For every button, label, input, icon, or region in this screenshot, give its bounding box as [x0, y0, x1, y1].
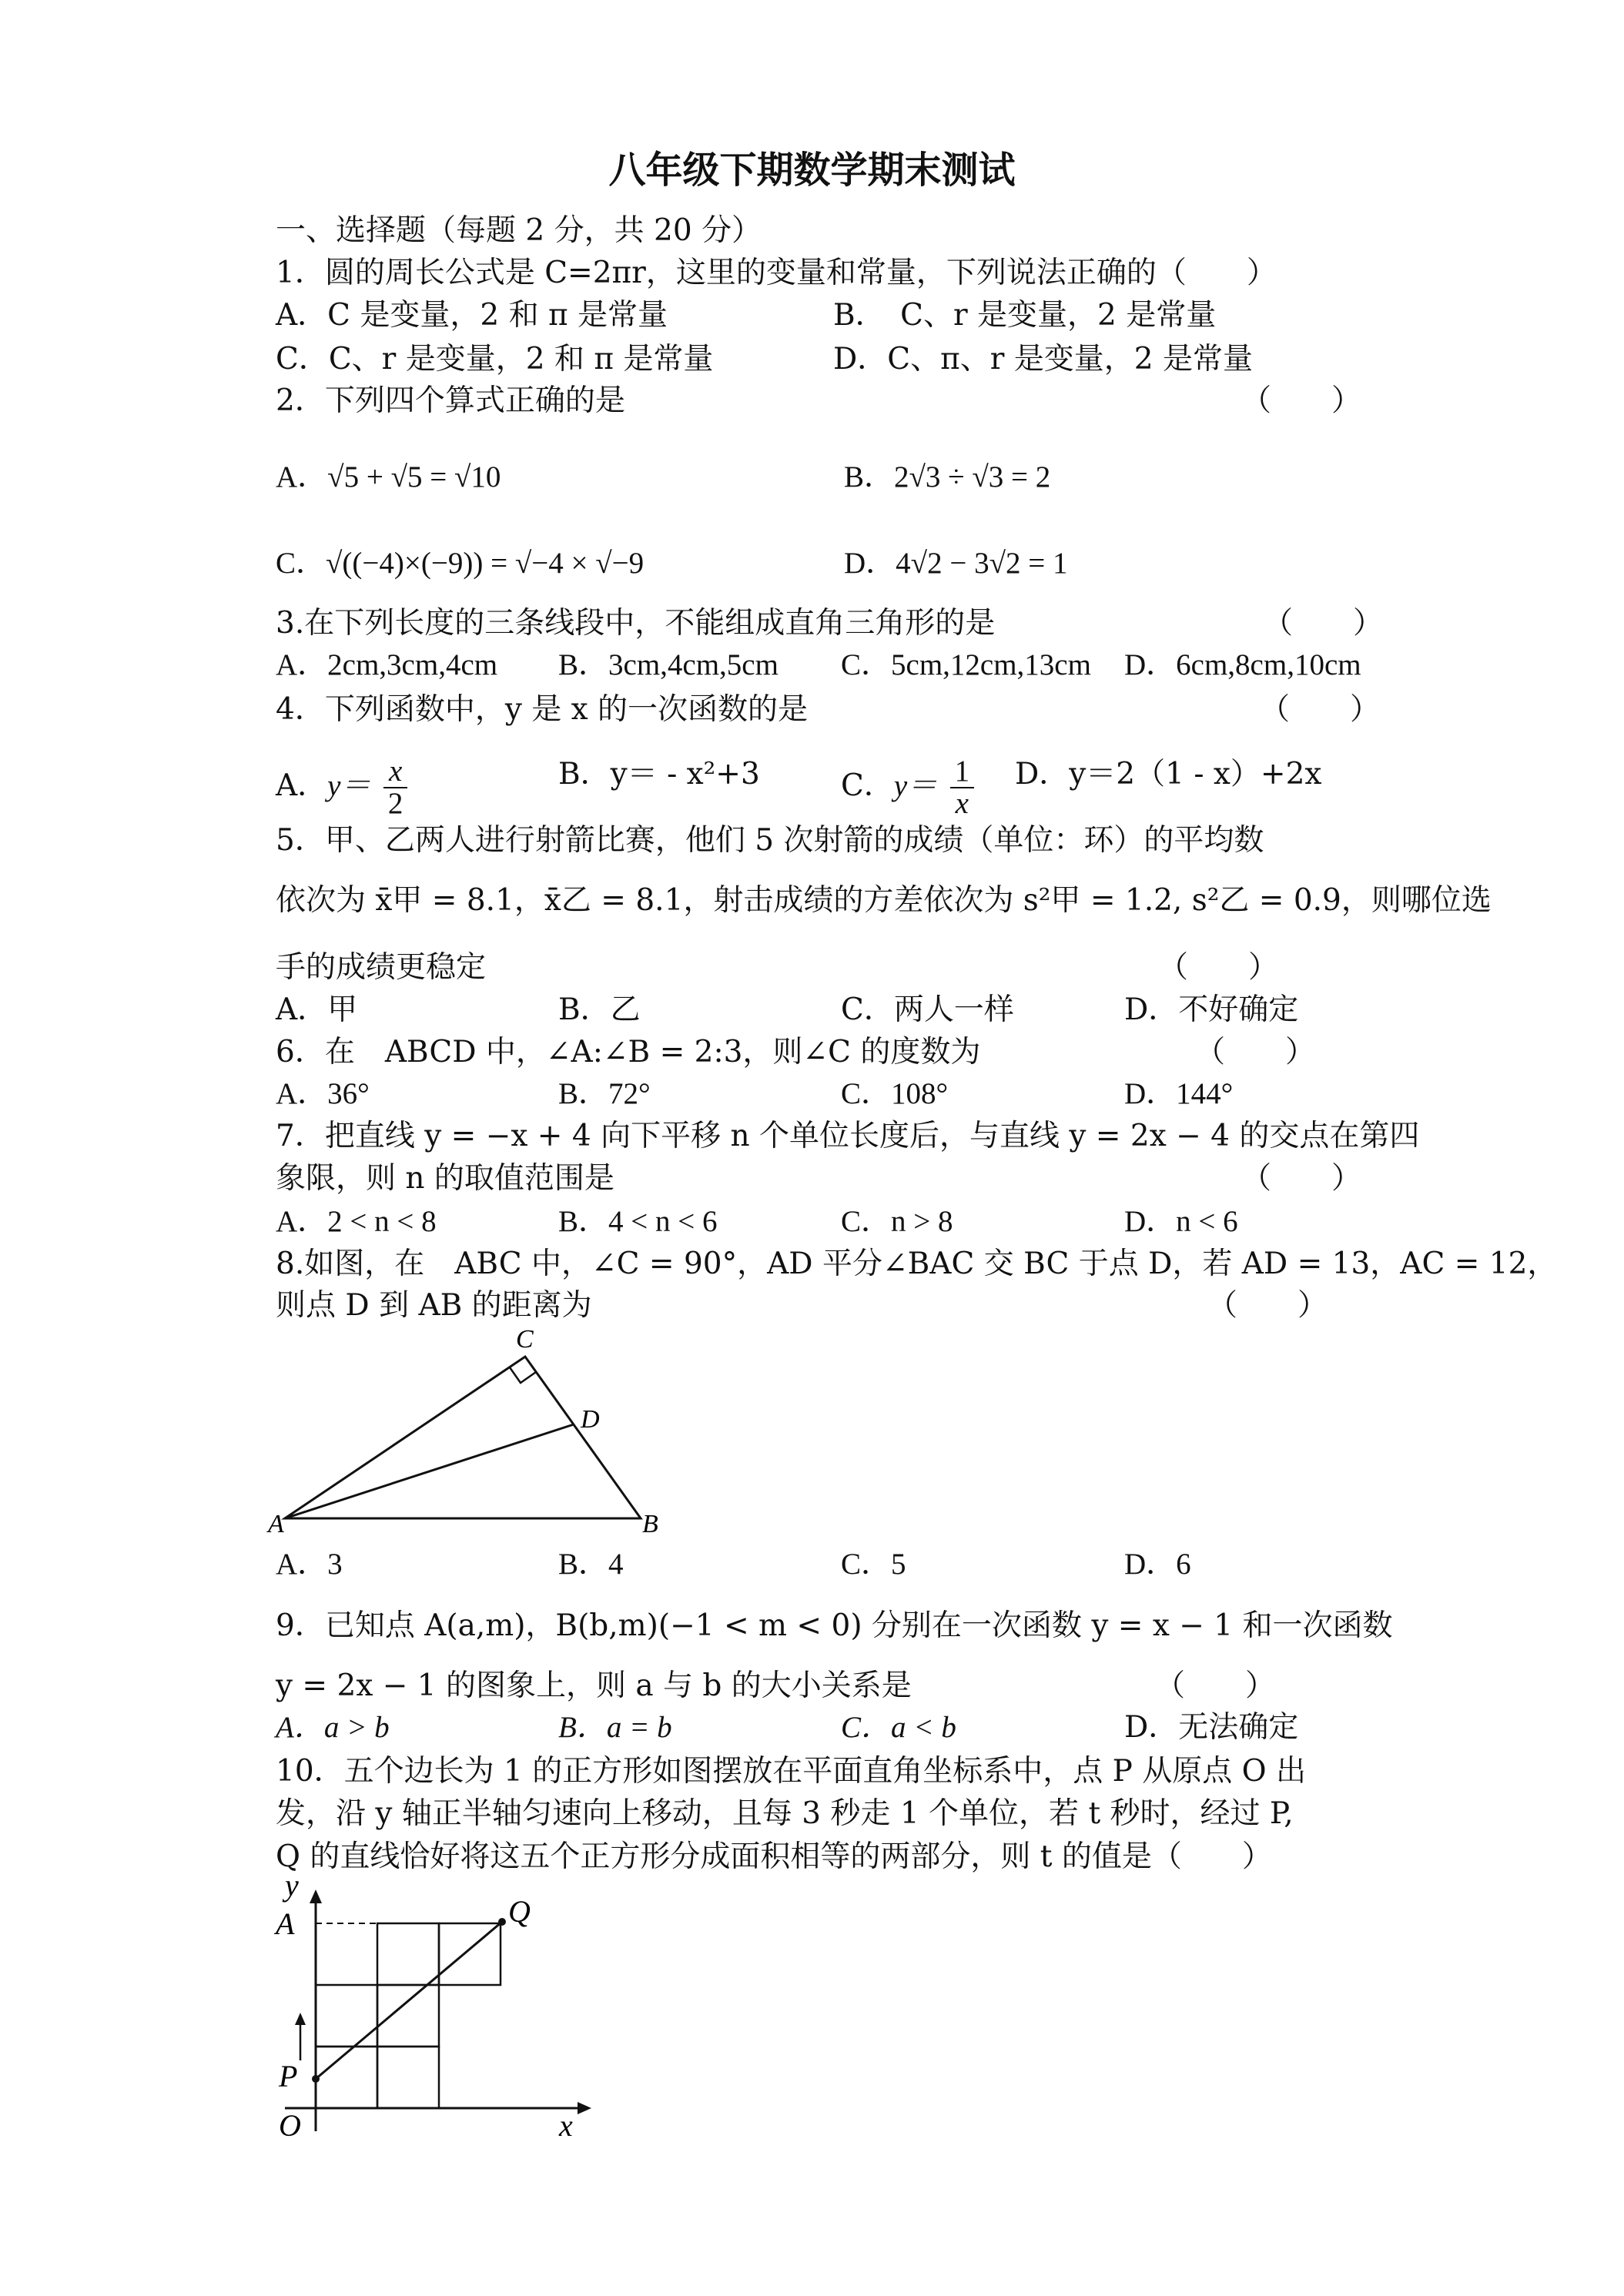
label-point-b: B [642, 1510, 658, 1538]
q9-option-d: D．无法确定 [1124, 1710, 1299, 1745]
q8-stem-line2: 则点 D 到 AB 的距离为 [276, 1288, 592, 1323]
q2-option-b: B．2√3 ÷ √3 = 2 [844, 460, 1051, 494]
q4-fraction-a: $\frac{x}{2}$ [383, 756, 408, 819]
q10-stem-line3: Q 的直线恰好将这五个正方形分成面积相等的两部分，则 t 的值是（ ） [276, 1839, 1272, 1874]
q5-stem-line2: 依次为 x̄甲 = 8.1，x̄乙 = 8.1，射击成绩的方差依次为 s²甲 = 1.2, s²乙 = 0.9，则哪位选 [276, 883, 1492, 918]
q7-answer-paren: （ ） [1241, 1161, 1362, 1196]
q6-option-b: B．72° [558, 1077, 651, 1110]
q5-answer-paren: （ ） [1158, 950, 1279, 985]
label-point-c: C [516, 1325, 534, 1354]
q8-triangle-figure [262, 1324, 678, 1540]
q7-option-d: D．n < 6 [1124, 1205, 1238, 1238]
q1-option-d: D．C、π、r 是变量，2 是常量 [833, 342, 1253, 377]
x-axis-arrow [578, 2102, 591, 2114]
q7-option-c: C．n > 8 [841, 1205, 953, 1238]
motion-arrow-head [295, 2013, 306, 2025]
point-q [498, 1918, 506, 1926]
q2-option-c: C．√((−4)×(−9)) = √−4 × √−9 [276, 547, 645, 580]
q5-stem-line1: 5．甲、乙两人进行射箭比赛，他们 5 次射箭的成绩（单位：环）的平均数 [276, 823, 1264, 858]
q3-option-d: D．6cm,8cm,10cm [1124, 648, 1361, 681]
q5-stem-line3: 手的成绩更稳定 [276, 950, 487, 985]
right-angle-mark [510, 1367, 536, 1383]
q4-option-a: A．y＝ $\frac{x}{2}$ [276, 756, 407, 819]
q5-option-d: D．不好确定 [1124, 992, 1299, 1027]
label-point-p: P [279, 2059, 298, 2094]
q10-stem-line2: 发，沿 y 轴正半轴匀速向上移动，且每 3 秒走 1 个单位，若 t 秒时，经过 P, [276, 1796, 1294, 1831]
q3-stem: 3.在下列长度的三条线段中，不能组成直角三角形的是 [276, 606, 996, 641]
q3-option-a: A．2cm,3cm,4cm [276, 648, 498, 681]
q4-option-b: B．y＝ - x²+3 [558, 757, 760, 792]
label-point-q: Q [508, 1894, 531, 1929]
line-pq [316, 1922, 502, 2079]
q8-option-b: B．4 [558, 1548, 624, 1581]
q2-stem: 2．下列四个算式正确的是 [276, 383, 625, 418]
q3-option-c: C．5cm,12cm,13cm [841, 648, 1091, 681]
q8-option-a: A．3 [276, 1548, 343, 1581]
q9-option-c: C．a < b [841, 1711, 956, 1744]
q4-option-d: D．y＝2（1 - x）+2x [1015, 757, 1322, 792]
square-5 [377, 2047, 439, 2108]
q5-option-c: C．两人一样 [841, 992, 1014, 1027]
q2-option-a: A．√5 + √5 = √10 [276, 460, 501, 494]
q8-option-d: D．6 [1124, 1548, 1191, 1581]
q1-option-c: C．C、r 是变量，2 和 π 是常量 [276, 342, 714, 377]
label-axis-x: x [559, 2108, 573, 2139]
square-3 [377, 1923, 439, 1985]
q4-option-c: C．y＝ $\frac{1}{x}$ [841, 756, 974, 819]
q7-option-a: A．2 < n < 8 [276, 1205, 437, 1238]
q3-option-b: B．3cm,4cm,5cm [558, 648, 779, 681]
q6-answer-paren: （ ） [1195, 1035, 1316, 1069]
label-origin-o: O [279, 2108, 301, 2139]
q9-option-a: A．a > b [276, 1711, 390, 1744]
section-heading: 一、选择题（每题 2 分，共 20 分） [276, 213, 762, 248]
label-point-d: D [581, 1405, 600, 1434]
q2-option-d: D．4√2 − 3√2 = 1 [844, 547, 1068, 580]
q10-stem-line1: 10．五个边长为 1 的正方形如图摆放在平面直角坐标系中，点 P 从原点 O 出 [276, 1754, 1307, 1789]
q4-stem: 4．下列函数中，y 是 x 的一次函数的是 [276, 692, 809, 727]
label-axis-y: y [285, 1877, 299, 1903]
q9-stem-line2: y = 2x − 1 的图象上，则 a 与 b 的大小关系是 [276, 1668, 912, 1703]
q6-option-c: C．108° [841, 1077, 949, 1110]
segment-ad [285, 1424, 574, 1518]
q4-fraction-c: $\frac{1}{x}$ [950, 756, 975, 819]
q2-answer-paren: （ ） [1241, 383, 1362, 418]
square-1 [316, 1985, 377, 2047]
q9-stem-line1: 9．已知点 A(a,m)，B(b,m)(−1 < m < 0) 分别在一次函数 y = x − 1 和一次函数 [276, 1608, 1393, 1643]
square-4 [377, 1985, 439, 2047]
q6-stem: 6．在 ABCD 中，∠A:∠B = 2:3，则∠C 的度数为 [276, 1035, 981, 1069]
q1-option-b: B． C、r 是变量，2 是常量 [833, 298, 1217, 333]
q6-option-a: A．36° [276, 1077, 370, 1110]
q1-option-a: A．C 是变量，2 和 π 是常量 [276, 298, 668, 333]
label-point-a: A [268, 1510, 284, 1538]
q7-stem-line2: 象限，则 n 的取值范围是 [276, 1161, 614, 1196]
q9-option-b: B．a = b [558, 1711, 672, 1744]
q7-option-b: B．4 < n < 6 [558, 1205, 718, 1238]
square-6 [439, 1923, 501, 1985]
q5-option-a: A．甲 [276, 992, 358, 1027]
q9-answer-paren: （ ） [1155, 1668, 1276, 1703]
q10-squares-figure [270, 1877, 608, 2139]
q8-stem-line1: 8.如图，在 ABC 中，∠C = 90°，AD 平分∠BAC 交 BC 于点 D，若 AD = 13，AC = 12， [276, 1247, 1558, 1281]
q8-option-c: C．5 [841, 1548, 906, 1581]
label-point-a: A [276, 1906, 295, 1941]
page-title: 八年级下期数学期末测试 [608, 149, 1016, 192]
q4-answer-paren: （ ） [1260, 692, 1381, 727]
y-axis-arrow [310, 1889, 322, 1903]
q3-answer-paren: （ ） [1263, 606, 1384, 641]
q1-stem: 1．圆的周长公式是 C=2πr，这里的变量和常量，下列说法正确的（ ） [276, 256, 1277, 290]
square-2 [316, 2047, 377, 2108]
q6-option-d: D．144° [1124, 1077, 1234, 1110]
q8-answer-paren: （ ） [1207, 1288, 1328, 1323]
point-p [312, 2075, 320, 2083]
triangle-abc [285, 1357, 641, 1518]
q7-stem-line1: 7．把直线 y = −x + 4 向下平移 n 个单位长度后，与直线 y = 2x − 4 的交点在第四 [276, 1119, 1420, 1153]
q5-option-b: B．乙 [558, 992, 641, 1027]
